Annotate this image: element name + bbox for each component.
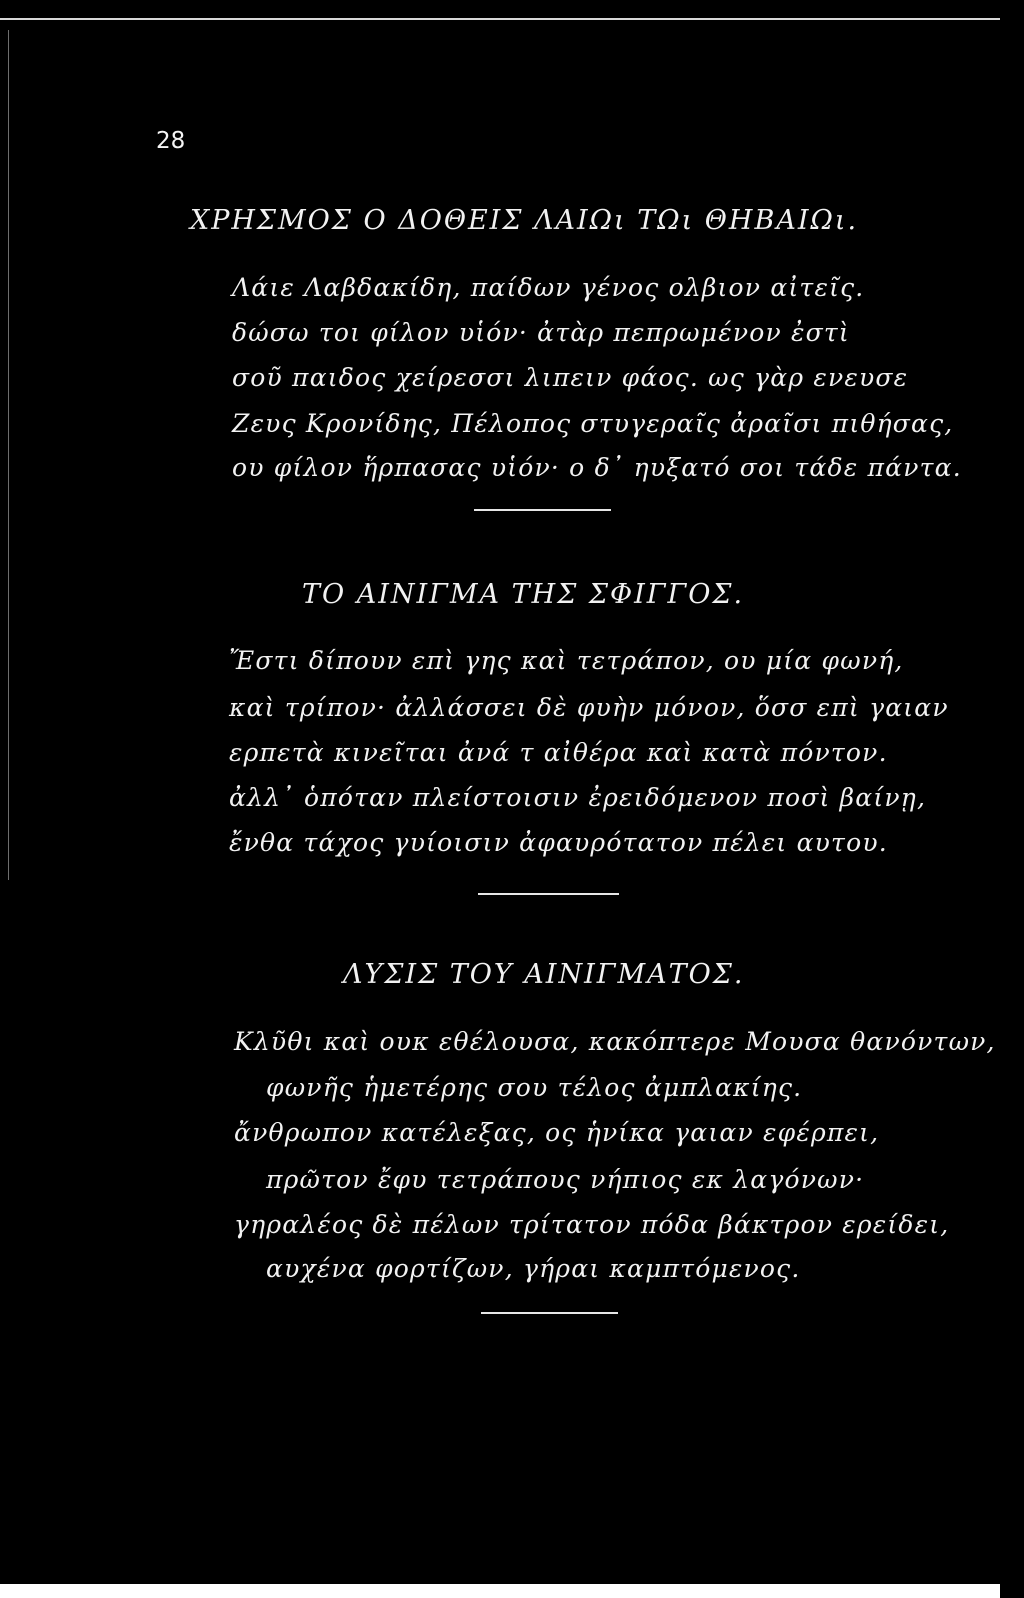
solution-heading: ΛΥΣΙΣ ΤΟΥ ΑΙΝΙΓΜΑΤΟΣ. xyxy=(343,959,745,990)
solution-line-6: αυχένα φορτίζων, γήραι καμπτόμενος. xyxy=(266,1254,801,1283)
page-number: 28 xyxy=(156,128,186,154)
section-divider-1 xyxy=(474,509,611,511)
riddle-line-3: ερπετὰ κινεῖται ἀνά τ αἰθέρα καὶ κατὰ πόντον. xyxy=(229,738,888,767)
oracle-line-3: σοῦ παιδος χείρεσσι λιπειν φάος. ως γὰρ ενευσε xyxy=(232,363,909,392)
riddle-line-5: ἔνθα τάχος γυίοισιν ἀφαυρότατον πέλει αυτου. xyxy=(229,828,888,857)
oracle-line-5: ου φίλον ἥρπασας υἱόν· ο δ᾽ ηυξατό σοι τάδε πάντα. xyxy=(232,453,962,482)
solution-line-3: ἄνθρωπον κατέλεξας, ος ἡνίκα γαιαν εφέρπει, xyxy=(234,1118,880,1147)
top-border-rule xyxy=(0,18,1000,20)
oracle-line-4: Ζευς Κρονίδης, Πέλοπος στυγεραῖς ἀραῖσι πιθήσας, xyxy=(232,409,954,438)
section-divider-2 xyxy=(478,893,619,895)
bottom-page-edge xyxy=(0,1584,1000,1598)
solution-line-2: φωνῆς ἡμετέρης σου τέλος ἀμπλακίης. xyxy=(266,1073,803,1102)
section-divider-3 xyxy=(481,1312,618,1314)
oracle-line-2: δώσω τοι φίλον υἱόν· ἀτὰρ πεπρωμένον ἐστὶ xyxy=(232,318,850,347)
riddle-heading: ΤΟ ΑΙΝΙΓΜΑ ΤΗΣ ΣΦΙΓΓΟΣ. xyxy=(302,579,745,610)
solution-line-5: γηραλέος δὲ πέλων τρίτατον πόδα βάκτρον ερείδει, xyxy=(234,1210,950,1239)
left-scan-edge xyxy=(8,30,9,880)
oracle-heading: ΧΡΗΣΜΟΣ Ο ΔΟΘΕΙΣ ΛΑΙΩι ΤΩι ΘΗΒΑΙΩι. xyxy=(190,205,859,236)
riddle-line-4: ἀλλ᾽ ὁπόταν πλείστοισιν ἐρειδόμενον ποσὶ βαίνῃ, xyxy=(229,783,927,812)
riddle-line-2: καὶ τρίπον· ἀλλάσσει δὲ φυὴν μόνον, ὅσσ επὶ γαιαν xyxy=(229,693,949,722)
solution-line-4: πρῶτον ἔφυ τετράπους νήπιος εκ λαγόνων· xyxy=(266,1165,865,1194)
oracle-line-1: Λάιε Λαβδακίδη, παίδων γένος ολβιον αἰτεῖς. xyxy=(232,273,865,302)
solution-line-1: Κλῦθι καὶ ουκ εθέλουσα, κακόπτερε Μουσα θανόντων, xyxy=(234,1027,996,1056)
riddle-line-1: Ἔστι δίπουν επὶ γης καὶ τετράπον, ου μία φωνή, xyxy=(229,646,904,675)
